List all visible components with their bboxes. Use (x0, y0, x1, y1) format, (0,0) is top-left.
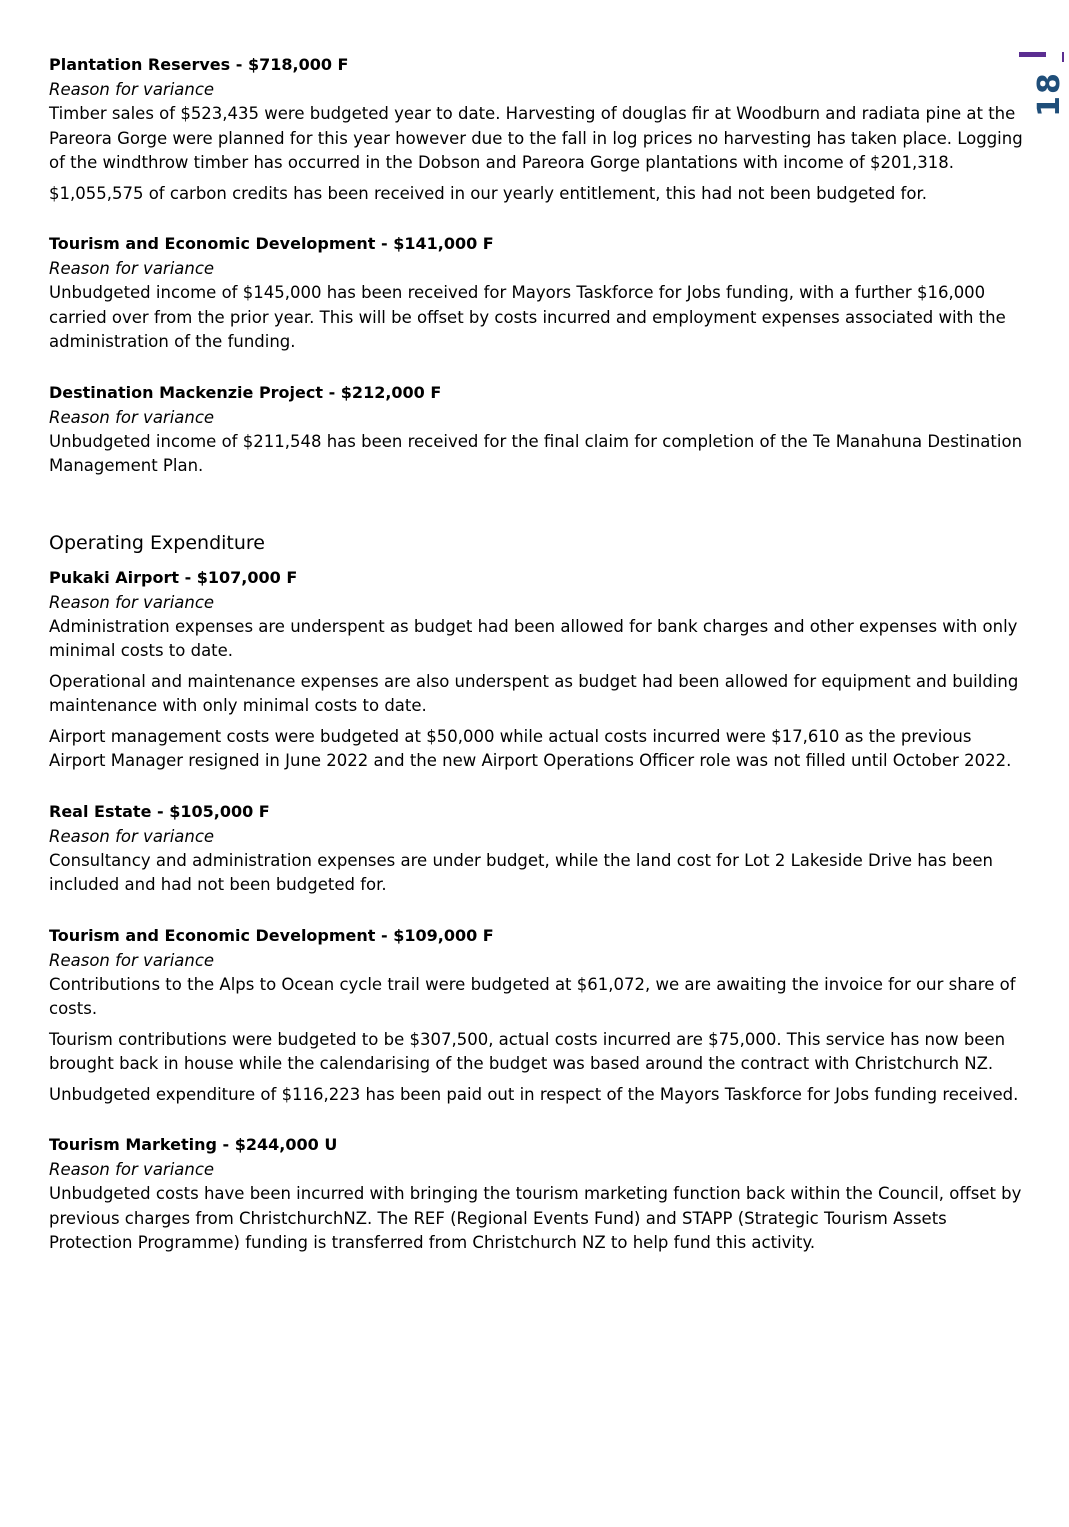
reason-label: Reason for variance (49, 592, 215, 612)
page-number: 18 (1031, 71, 1067, 117)
page-number-marker (1019, 52, 1069, 122)
item-title: Plantation Reserves - $718,000 F (49, 55, 349, 74)
variance-item (49, 565, 1024, 774)
item-title: Tourism and Economic Development - $141,000 F (49, 234, 494, 253)
reason-label: Reason for variance (49, 407, 215, 427)
variance-item (49, 1132, 1024, 1256)
item-paragraph: Unbudgeted income of $145,000 has been received for Mayors Taskforce for Jobs funding, with a further $16,000 carried over from the prior year. This will be offset by costs incurred and employment expenses associated with the administration of the funding. (49, 283, 1006, 351)
item-title: Tourism Marketing - $244,000 U (49, 1135, 338, 1154)
reason-label: Reason for variance (49, 826, 215, 846)
reason-label: Reason for variance (49, 1160, 215, 1179)
item-paragraph: Tourism contributions were budgeted to be $307,500, actual costs incurred are $75,000. This service has now been brought back in house while the calendarising of the budget was based around the contract with Christchurch NZ. (49, 1029, 1006, 1073)
item-paragraph: Unbudgeted expenditure of $116,223 has been paid out in respect of the Mayors Taskforce for Jobs funding received. (49, 1084, 1019, 1104)
variance-item (49, 231, 1024, 355)
page-number-accent-tick (1062, 52, 1064, 62)
variance-item (49, 799, 1024, 898)
item-paragraph: Unbudgeted costs have been incurred with bringing the tourism marketing function back within the Council, offset by previous charges from ChristchurchNZ. The REF (Regional Events Fund) and STAPP (Strategic Tourism Assets Protection Programme) funding is transferred from Christchurch NZ to help fund this activity. (49, 1184, 1022, 1252)
document-body (49, 52, 1024, 1281)
reason-label: Reason for variance (49, 259, 215, 278)
item-paragraph: Operational and maintenance expenses are also underspent as budget had been allowed for equipment and building maintenance with only minimal costs to date. (49, 671, 1019, 715)
item-paragraph: Timber sales of $523,435 were budgeted year to date. Harvesting of douglas fir at Woodburn and radiata pine at the Pareora Gorge were planned for this year however due to the fall in log prices no harvesting has taken place. Logging of the windthrow timber has occurred in the Dobson and Pareora Gorge plantations with income of $201,318. (49, 104, 1023, 172)
item-title: Real Estate - $105,000 F (49, 801, 270, 821)
reason-label: Reason for variance (49, 80, 215, 99)
item-paragraph: Contributions to the Alps to Ocean cycle trail were budgeted at $61,072, we are awaiting the invoice for our share of costs. (49, 974, 1016, 1018)
variance-item (49, 380, 1024, 479)
variance-item (49, 923, 1024, 1108)
section-heading: Operating Expenditure (49, 531, 265, 554)
item-paragraph: Consultancy and administration expenses are under budget, while the land cost for Lot 2 Lakeside Drive has been included and had not been budgeted for. (49, 850, 993, 894)
item-title: Pukaki Airport - $107,000 F (49, 567, 298, 587)
item-paragraph: Administration expenses are underspent as budget had been allowed for bank charges and other expenses with only minimal costs to date. (49, 616, 1018, 660)
item-title: Tourism and Economic Development - $109,000 F (49, 925, 494, 945)
item-title: Destination Mackenzie Project - $212,000 F (49, 382, 442, 402)
item-paragraph: Unbudgeted income of $211,548 has been received for the final claim for completion of the Te Manahuna Destination Management Plan. (49, 431, 1023, 475)
item-paragraph: Airport management costs were budgeted at $50,000 while actual costs incurred were $17,610 as the previous Airport Manager resigned in June 2022 and the new Airport Operations Officer role was not filled until October 2022. (49, 726, 1012, 770)
reason-label: Reason for variance (49, 950, 215, 970)
variance-item (49, 52, 1024, 206)
item-paragraph: $1,055,575 of carbon credits has been received in our yearly entitlement, this had not been budgeted for. (49, 183, 927, 203)
section-spacer (49, 504, 1024, 530)
